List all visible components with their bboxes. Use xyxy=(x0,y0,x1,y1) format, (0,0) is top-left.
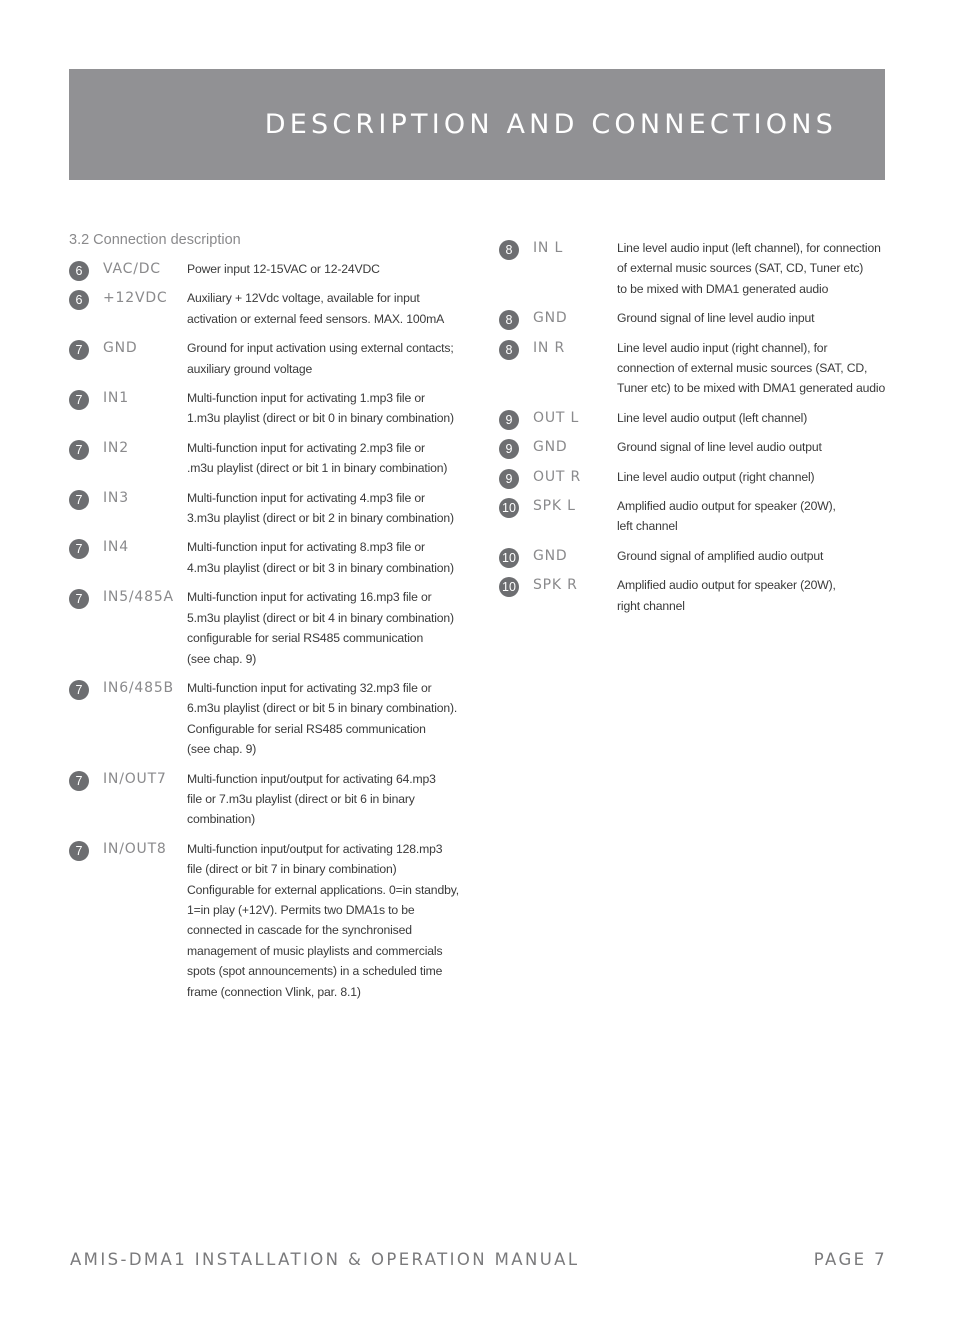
terminal-label: VAC/DC xyxy=(103,261,161,277)
connection-row xyxy=(69,839,459,1002)
terminal-description: Ground signal of line level audio input xyxy=(617,311,815,326)
terminal-number-badge: 10 xyxy=(499,548,519,568)
terminal-label: SPK R xyxy=(533,577,578,594)
connection-row xyxy=(69,678,459,760)
connection-row xyxy=(69,288,459,329)
terminal-description: Line level audio output (right channel) xyxy=(617,469,815,484)
terminal-label: IN3 xyxy=(103,489,129,506)
terminal-description: Line level audio output (left channel) xyxy=(617,410,808,425)
terminal-label: IN4 xyxy=(103,539,129,556)
terminal-number-badge: 10 xyxy=(499,498,519,518)
terminal-label: GND xyxy=(533,310,568,327)
terminal-number-badge: 9 xyxy=(499,469,519,489)
terminal-description: Multi-function input for activating 8.mp3 file or 4.m3u playlist (direct or bit 3 in binary combination) xyxy=(187,540,454,575)
terminal-number-badge: 6 xyxy=(69,290,89,310)
connection-row xyxy=(499,546,889,566)
connection-row xyxy=(499,496,889,537)
connection-row xyxy=(499,467,889,487)
terminal-label: IN1 xyxy=(103,390,129,407)
terminal-label: OUT L xyxy=(533,409,580,426)
terminal-label: GND xyxy=(533,547,568,564)
terminal-label: IN L xyxy=(533,240,564,256)
terminal-number-badge: 7 xyxy=(69,440,89,460)
terminal-description: Multi-function input for activating 32.mp3 file or 6.m3u playlist (direct or bit 5 in binary combination). Configurable for serial RS485 communication (see chap. 9) xyxy=(187,680,458,757)
terminal-description: Multi-function input/output for activating 64.mp3 file or 7.m3u playlist (direct or bit 6 in binary combination) xyxy=(187,771,436,827)
connection-row xyxy=(69,438,459,479)
terminal-description: Amplified audio output for speaker (20W), right channel xyxy=(617,578,836,613)
terminal-label: IN/OUT7 xyxy=(103,770,167,787)
terminal-label: IN/OUT8 xyxy=(103,840,167,857)
page-number: PAGE 7 xyxy=(813,1250,887,1269)
terminal-description: Multi-function input for activating 2.mp3 file or .m3u playlist (direct or bit 1 in binary combination) xyxy=(187,440,448,476)
terminal-description: Multi-function input for activating 4.mp3 file or 3.m3u playlist (direct or bit 2 in binary combination) xyxy=(187,490,454,526)
terminal-number-badge: 9 xyxy=(499,410,519,430)
connection-row xyxy=(69,769,459,830)
terminal-number-badge: 9 xyxy=(499,439,519,459)
terminal-description: Ground for input activation using external contacts; auxiliary ground voltage xyxy=(187,341,454,376)
terminal-description: Multi-function input for activating 1.mp3 file or 1.m3u playlist (direct or bit 0 in binary combination) xyxy=(187,391,454,426)
terminal-number-badge: 7 xyxy=(69,680,89,700)
terminal-label: IN R xyxy=(533,339,565,356)
terminal-number-badge: 7 xyxy=(69,340,89,360)
connection-row xyxy=(499,308,889,328)
connection-row xyxy=(499,338,889,399)
header-band xyxy=(69,69,885,180)
terminal-number-badge: 7 xyxy=(69,771,89,791)
section-title: 3.2 Connection description xyxy=(69,232,241,248)
connection-row xyxy=(69,488,459,529)
connection-row xyxy=(69,388,459,429)
terminal-description: Amplified audio output for speaker (20W), left channel xyxy=(617,499,836,534)
connection-row xyxy=(499,437,889,457)
terminal-number-badge: 7 xyxy=(69,589,89,609)
terminal-number-badge: 8 xyxy=(499,240,519,260)
terminal-label: IN2 xyxy=(103,439,129,456)
terminal-number-badge: 7 xyxy=(69,539,89,559)
terminal-number-badge: 10 xyxy=(499,577,519,597)
terminal-number-badge: 8 xyxy=(499,340,519,360)
connection-row xyxy=(499,408,889,428)
terminal-description: Power input 12-15VAC or 12-24VDC xyxy=(187,262,380,276)
terminal-number-badge: 6 xyxy=(69,261,89,281)
terminal-description: Auxiliary + 12Vdc voltage, available for input activation or external feed sensors. MAX. 100mA xyxy=(187,291,445,326)
terminal-label: OUT R xyxy=(533,468,581,485)
terminal-description: Multi-function input/output for activating 128.mp3 file (direct or bit 7 in binary combination) Configurable for external applications. 0=in standby, 1=in play (+12V). Permits two DMA1s to be connected in cascade for the synchronised management of music playlists and commercials spots (spot announcements) in a scheduled time frame (connection Vlink, par. 8.1) xyxy=(187,841,459,999)
terminal-description: Multi-function input for activating 16.mp3 file or 5.m3u playlist (direct or bit 4 in binary combination) configurable for serial RS485 communication (see chap. 9) xyxy=(187,590,454,666)
terminal-label: IN6/485B xyxy=(103,679,174,696)
terminal-description: Line level audio input (right channel), for connection of external music sources (SAT, CD, Tuner etc) to be mixed with DMA1 generated audio xyxy=(617,340,886,396)
terminal-label: GND xyxy=(103,340,138,357)
manual-title-footer: AMIS-DMA1 INSTALLATION & OPERATION MANUAL xyxy=(70,1250,580,1269)
connection-row xyxy=(499,575,889,616)
terminal-description: Ground signal of line level audio output xyxy=(617,440,822,455)
terminal-label: +12VDC xyxy=(103,290,168,307)
connection-row xyxy=(499,238,889,299)
page-title: DESCRIPTION AND CONNECTIONS xyxy=(264,109,837,140)
connection-row xyxy=(69,537,459,578)
terminal-number-badge: 7 xyxy=(69,490,89,510)
connection-list-right xyxy=(499,238,889,625)
terminal-label: GND xyxy=(533,439,568,456)
terminal-number-badge: 7 xyxy=(69,841,89,861)
connection-row xyxy=(69,259,459,279)
terminal-number-badge: 8 xyxy=(499,310,519,330)
terminal-number-badge: 7 xyxy=(69,390,89,410)
terminal-description: Line level audio input (left channel), for connection of external music sources (SAT, CD, Tuner etc) to be mixed with DMA1 generated audio xyxy=(617,241,881,296)
connection-row xyxy=(69,587,459,669)
terminal-label: IN5/485A xyxy=(103,589,174,606)
terminal-label: SPK L xyxy=(533,498,576,515)
connection-list-left xyxy=(69,259,459,1011)
terminal-description: Ground signal of amplified audio output xyxy=(617,548,824,563)
connection-row xyxy=(69,338,459,379)
